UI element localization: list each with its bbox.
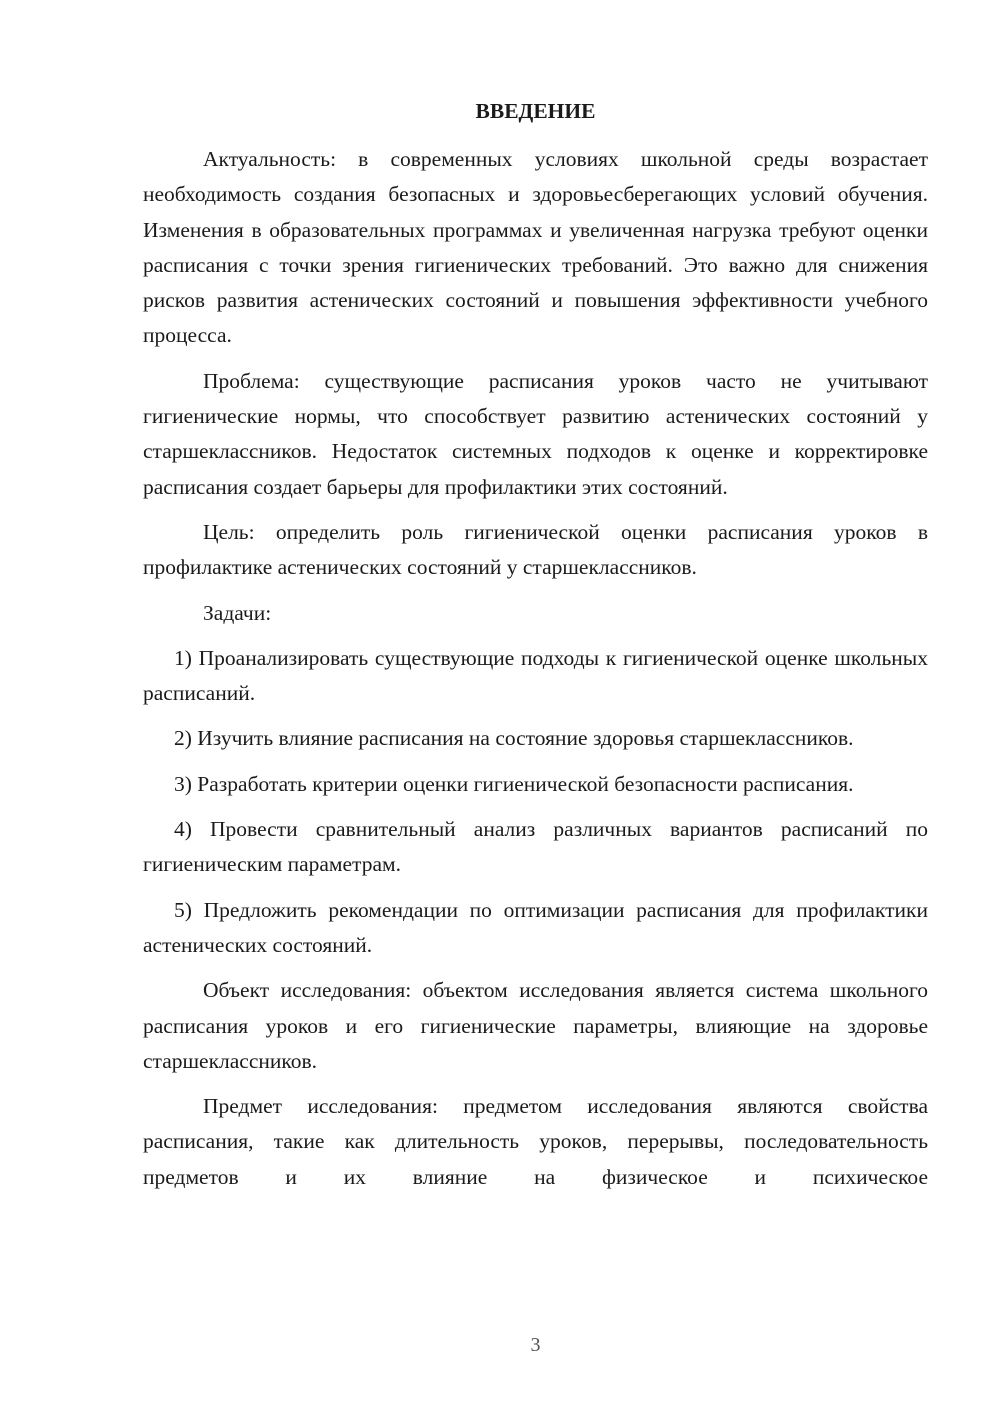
task-item: 2) Изучить влияние расписания на состояние здоровья старшеклассников. — [174, 726, 854, 751]
research-subject-paragraph: Предмет исследования: предметом исследования являются свойства расписания, такие как длительность уроков, перерывы, последовательность предметов и их влияние на физическое и психическое — [143, 1094, 928, 1189]
problem-paragraph: Проблема: существующие расписания уроков часто не учитывают гигиенические нормы, что способствует развитию астенических состояний у старшеклассников. Недостаток системных подходов к оценке и корректировке расписания создает барьеры для профилактики этих состояний. — [143, 368, 928, 499]
task-item: 4) Провести сравнительный анализ различных вариантов расписаний по гигиеническим параметрам. — [143, 817, 928, 877]
goal-paragraph: Цель: определить роль гигиенической оценки расписания уроков в профилактике астенических состояний у старшеклассников. — [143, 519, 928, 580]
tasks-heading: Задачи: — [203, 600, 272, 625]
task-item: 3) Разработать критерии оценки гигиенической безопасности расписания. — [174, 771, 854, 796]
document-body — [143, 142, 928, 1195]
page-number: 3 — [530, 1334, 541, 1356]
relevance-paragraph: Актуальность: в современных условиях школьной среды возрастает необходимость создания безопасных и здоровьесберегающих условий обучения. Изменения в образовательных программах и увеличенная нагрузка требуют оценки расписания с точки зрения гигиенических требований. Это важно для снижения рисков развития астенических состояний и повышения эффективности учебного процесса. — [143, 147, 928, 348]
task-item: 5) Предложить рекомендации по оптимизации расписания для профилактики астенических состояний. — [143, 897, 928, 957]
task-item: 1) Проанализировать существующие подходы к гигиенической оценке школьных расписаний. — [143, 645, 928, 706]
research-object-paragraph: Объект исследования: объектом исследования является система школьного расписания уроков и его гигиенические параметры, влияющие на здоровье старшеклассников. — [143, 978, 928, 1073]
section-heading: ВВЕДЕНИЕ — [475, 99, 596, 123]
